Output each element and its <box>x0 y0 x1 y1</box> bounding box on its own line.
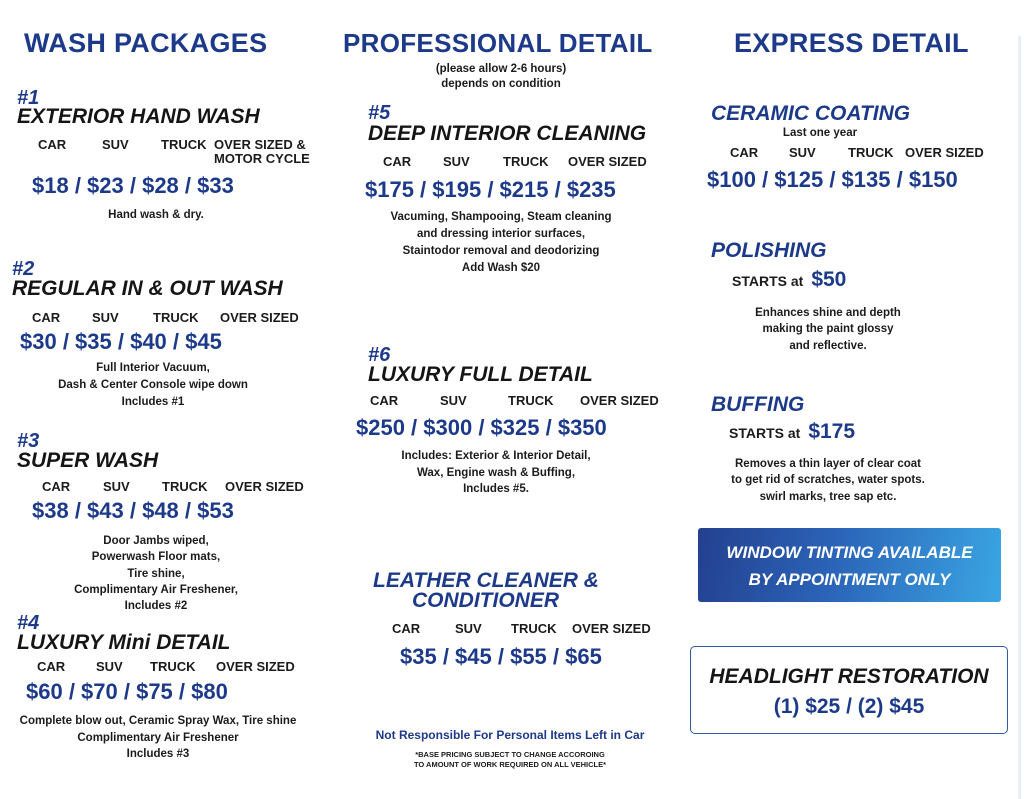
professional-note-1: (please allow 2-6 hours) <box>435 63 567 75</box>
buffing-desc-1: Removes a thin layer of clear coat <box>735 458 921 470</box>
p6-header-car: CAR <box>370 393 399 408</box>
p4-prices: $60 / $70 / $75 / $80 <box>26 679 228 704</box>
ceramic-title: CERAMIC COATING <box>711 102 911 125</box>
polishing-desc-1: Enhances shine and depth <box>755 307 901 319</box>
p6-desc-1: Includes: Exterior & Interior Detail, <box>401 450 591 462</box>
headlight-restoration-box <box>690 646 1008 734</box>
p6-header-oversized: OVER SIZED <box>580 393 659 408</box>
package-2-title: REGULAR IN & OUT WASH <box>12 277 283 300</box>
p1-header-car: CAR <box>38 137 67 152</box>
p5-desc-4: Add Wash $20 <box>461 262 541 274</box>
footer-note: Not Responsible For Personal Items Left in Car <box>375 728 645 742</box>
professional-note-2: depends on condition <box>441 78 561 90</box>
package-4-title: LUXURY Mini DETAIL <box>17 631 231 654</box>
package-5-number: #5 <box>368 102 391 124</box>
p5-prices: $175 / $195 / $215 / $235 <box>365 177 616 202</box>
p4-desc-1: Complete blow out, Ceramic Spray Wax, Tire shine <box>19 715 297 727</box>
polishing-starts <box>732 268 846 292</box>
polishing-desc-3: and reflective. <box>789 340 867 352</box>
p3-desc-1: Door Jambs wiped, <box>103 535 209 547</box>
p2-header-oversized: OVER SIZED <box>220 310 299 325</box>
headlight-prices: (1) $25 / (2) $45 <box>773 695 925 718</box>
right-edge-shadow <box>1018 36 1021 799</box>
p6-desc-3: Includes #5. <box>463 483 529 495</box>
ceramic-header-truck: TRUCK <box>848 145 894 160</box>
p4-header-oversized: OVER SIZED <box>216 659 295 674</box>
buffing-title: BUFFING <box>711 393 805 416</box>
package-1-number: #1 <box>17 87 40 109</box>
p2-desc-2: Dash & Center Console wipe down <box>58 379 248 391</box>
p3-header-truck: TRUCK <box>162 479 208 494</box>
polishing-desc-2: making the paint glossy <box>762 323 894 335</box>
p1-header-oversized: OVER SIZED & <box>214 137 306 152</box>
p3-header-suv: SUV <box>103 479 130 494</box>
p6-desc-2: Wax, Engine wash & Buffing, <box>416 467 576 479</box>
p1-header-motorcycle: MOTOR CYCLE <box>214 151 310 166</box>
p5-header-suv: SUV <box>443 154 470 169</box>
p2-header-suv: SUV <box>92 310 119 325</box>
footer-fine-2: TO AMOUNT OF WORK REQUIRED ON ALL VEHICLE* <box>413 760 607 769</box>
p3-desc-5: Includes #2 <box>124 600 188 612</box>
p4-header-truck: TRUCK <box>150 659 196 674</box>
p5-header-car: CAR <box>383 154 412 169</box>
p1-desc-1: Hand wash & dry. <box>108 209 204 221</box>
p3-desc-4: Complimentary Air Freshener, <box>74 584 238 596</box>
p5-desc-2: and dressing interior surfaces, <box>416 228 586 240</box>
ceramic-header-oversized: OVER SIZED <box>905 145 984 160</box>
leather-title-2: CONDITIONER <box>412 589 559 612</box>
p5-desc-1: Vacuming, Shampooing, Steam cleaning <box>390 211 612 223</box>
package-1-title: EXTERIOR HAND WASH <box>17 105 260 128</box>
package-2-number: #2 <box>12 258 35 280</box>
p3-header-car: CAR <box>42 479 71 494</box>
buffing-price: $175 <box>808 420 856 443</box>
p3-desc-3: Tire shine, <box>127 568 185 580</box>
p2-header-truck: TRUCK <box>153 310 199 325</box>
ceramic-header-car: CAR <box>730 145 759 160</box>
p4-header-suv: SUV <box>96 659 123 674</box>
p6-header-truck: TRUCK <box>508 393 554 408</box>
headlight-title: HEADLIGHT RESTORATION <box>709 665 989 688</box>
polishing-title: POLISHING <box>711 239 827 262</box>
p2-desc-1: Full Interior Vacuum, <box>96 362 210 374</box>
p3-header-oversized: OVER SIZED <box>225 479 304 494</box>
leather-header-oversized: OVER SIZED <box>572 621 651 636</box>
p5-header-truck: TRUCK <box>503 154 549 169</box>
p4-desc-3: Includes #3 <box>126 748 190 760</box>
ceramic-subtitle: Last one year <box>782 127 858 139</box>
p2-prices: $30 / $35 / $40 / $45 <box>20 329 222 354</box>
buffing-desc-2: to get rid of scratches, water spots. <box>731 474 925 486</box>
polishing-starts-label: STARTS at <box>732 273 804 289</box>
heading-professional-detail: PROFESSIONAL DETAIL <box>343 28 653 58</box>
heading-wash-packages: WASH PACKAGES <box>24 28 268 58</box>
window-tinting-line-2: BY APPOINTMENT ONLY <box>748 570 951 589</box>
p3-desc-2: Powerwash Floor mats, <box>91 551 221 563</box>
p1-header-truck: TRUCK <box>161 137 207 152</box>
leather-header-suv: SUV <box>455 621 482 636</box>
leather-prices: $35 / $45 / $55 / $65 <box>400 644 602 669</box>
buffing-starts-label: STARTS at <box>729 425 801 441</box>
heading-express-detail: EXPRESS DETAIL <box>734 28 969 58</box>
p4-header-car: CAR <box>37 659 66 674</box>
leather-title-1: LEATHER CLEANER & <box>373 569 599 592</box>
p5-desc-3: Staintodor removal and deodorizing <box>402 245 600 257</box>
ceramic-prices: $100 / $125 / $135 / $150 <box>707 167 958 192</box>
package-6-title: LUXURY FULL DETAIL <box>368 363 593 386</box>
package-3-title: SUPER WASH <box>17 449 159 472</box>
package-6-number: #6 <box>368 344 391 366</box>
polishing-price: $50 <box>811 268 847 291</box>
leather-header-truck: TRUCK <box>511 621 557 636</box>
p3-prices: $38 / $43 / $48 / $53 <box>32 498 234 523</box>
p6-header-suv: SUV <box>440 393 467 408</box>
package-4-number: #4 <box>17 612 40 634</box>
window-tinting-banner <box>698 528 1001 602</box>
package-3-number: #3 <box>17 430 40 452</box>
package-5-title: DEEP INTERIOR CLEANING <box>368 122 647 145</box>
p5-header-oversized: OVER SIZED <box>568 154 647 169</box>
p1-prices: $18 / $23 / $28 / $33 <box>32 173 234 198</box>
p1-header-suv: SUV <box>102 137 129 152</box>
p6-prices: $250 / $300 / $325 / $350 <box>356 415 607 440</box>
p2-header-car: CAR <box>32 310 61 325</box>
footer-fine-1: *BASE PRICING SUBJECT TO CHANGE ACCOROING <box>415 750 605 759</box>
p2-desc-3: Includes #1 <box>121 396 185 408</box>
p4-desc-2: Complimentary Air Freshener <box>77 732 239 744</box>
buffing-desc-3: swirl marks, tree sap etc. <box>759 491 897 503</box>
ceramic-header-suv: SUV <box>789 145 816 160</box>
window-tinting-line-1: WINDOW TINTING AVAILABLE <box>726 543 973 562</box>
buffing-starts <box>729 420 855 444</box>
leather-header-car: CAR <box>392 621 421 636</box>
